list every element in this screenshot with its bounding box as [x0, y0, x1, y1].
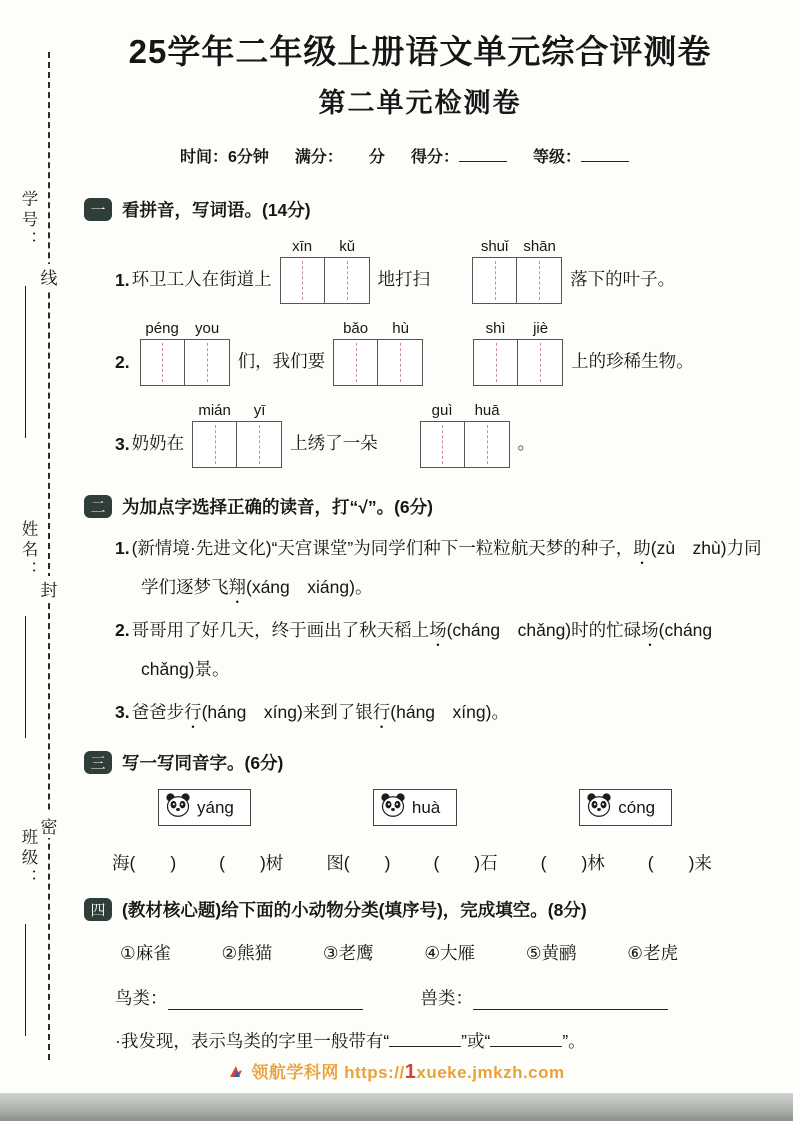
section-1-header	[84, 197, 770, 222]
dotted-char: 场	[429, 620, 447, 640]
section-badge: 四	[84, 898, 112, 921]
question-text: 环卫工人在街道上	[131, 269, 272, 289]
class-blank[interactable]	[25, 924, 26, 1036]
answer-box-group	[473, 320, 563, 386]
question-text: (新情境·先进文化)“天宫课堂”为同学们种下一粒粒航天梦的种子，	[131, 538, 634, 558]
discovery-blank-2[interactable]	[490, 1029, 562, 1047]
dotted-char: 助	[633, 538, 651, 558]
writing-cell[interactable]	[185, 339, 230, 386]
classification-blanks	[115, 985, 770, 1010]
pinyin-label: yáng	[197, 797, 234, 817]
dotted-char: 翔	[228, 577, 246, 597]
item-number: 2.	[115, 352, 130, 372]
question-text: 地打扫	[377, 269, 431, 289]
exam-info-row	[70, 144, 770, 167]
page-title: 25学年二年级上册语文单元综合评测卷	[128, 33, 712, 70]
seal-char-mi: 密	[38, 813, 60, 838]
animal-option: ①麻雀	[120, 943, 171, 963]
pinyin-label: shuǐ shān	[480, 238, 556, 255]
section-badge: 三	[84, 751, 112, 774]
answer-slot[interactable]: ( )林	[540, 853, 605, 873]
site-watermark	[0, 1058, 793, 1085]
answer-slot[interactable]: 图( )	[326, 853, 391, 873]
question-text[interactable]: (cháng chǎng)景。	[141, 620, 730, 679]
question-text: 们，我们要	[237, 351, 326, 371]
beasts-blank[interactable]	[473, 992, 668, 1010]
pinyin-label: huà	[411, 797, 441, 817]
section-3-header	[84, 750, 770, 775]
writing-cell[interactable]	[378, 339, 423, 386]
page-subtitle: 第二单元检测卷	[318, 88, 522, 118]
site-url-rest: xueke.jmkzh.com	[416, 1063, 565, 1082]
animal-option: ⑥老虎	[627, 943, 678, 963]
pinyin-label: cóng	[618, 797, 656, 817]
question-text: 奶奶在	[131, 433, 185, 453]
seal-char-feng: 封	[38, 576, 60, 601]
paper-body	[70, 0, 770, 1053]
animal-options-row	[120, 940, 678, 965]
section-title: 看拼音，写词语。(14分)	[122, 200, 311, 220]
panda-icon	[380, 793, 406, 822]
section-title: 为加点字选择正确的读音，打“√”。(6分)	[122, 497, 433, 517]
dotted-char: 行	[184, 702, 202, 722]
score-blank[interactable]	[459, 145, 507, 162]
question-text: 爸爸步	[131, 702, 185, 722]
item-number: 2.	[115, 620, 130, 640]
answer-slot[interactable]: ( )来	[647, 853, 712, 873]
question	[115, 529, 770, 607]
writing-cell[interactable]	[192, 421, 237, 468]
question-row-3	[115, 402, 770, 468]
answer-box-group	[420, 402, 510, 468]
student-id-blank[interactable]	[25, 286, 26, 438]
item-number: 3.	[115, 434, 130, 454]
pinyin-label: shì jiè	[485, 320, 549, 337]
pinyin-label: bǎo hù	[343, 320, 409, 337]
discovery-text: ”。	[562, 1031, 586, 1051]
question	[115, 611, 770, 689]
grade-field: 等级：	[533, 144, 629, 167]
grade-blank[interactable]	[581, 145, 629, 162]
pinyin-label: péng you	[145, 320, 220, 337]
seal-dashed-line	[48, 52, 50, 1060]
item-number: 1.	[115, 538, 130, 558]
answer-box-group	[192, 402, 282, 468]
item-number: 1.	[115, 270, 130, 290]
animal-option: ④大雁	[424, 943, 476, 963]
writing-cell[interactable]	[325, 257, 370, 304]
question-text: 。	[517, 433, 536, 453]
animal-option: ②熊猫	[221, 943, 273, 963]
answer-slot[interactable]: 海( )	[112, 853, 177, 873]
site-url-prefix: https://	[344, 1063, 405, 1082]
question-text[interactable]: (háng xíng)来到了银	[201, 702, 373, 722]
page-edge-shadow	[0, 1093, 793, 1121]
class-label: 班级：	[19, 828, 37, 890]
question-row-2	[115, 320, 770, 386]
question	[115, 693, 770, 732]
discovery-text: ”或“	[461, 1031, 491, 1051]
full-score: 满分： 分	[294, 149, 385, 166]
birds-label: 鸟类：	[115, 988, 168, 1008]
item-number: 3.	[115, 702, 130, 722]
pinyin-label: xīn kǔ	[292, 238, 356, 255]
pinyin-label: mián yī	[198, 402, 266, 419]
animal-option: ③老鹰	[322, 943, 374, 963]
seal-char-xian: 线	[38, 264, 60, 289]
animal-option: ⑤黄鹂	[525, 943, 577, 963]
answer-box-group	[280, 238, 370, 304]
question-row-1	[115, 238, 770, 304]
writing-cell[interactable]	[517, 257, 562, 304]
discovery-blank-1[interactable]	[389, 1029, 461, 1047]
answer-slot[interactable]: ( )石	[433, 853, 498, 873]
site-name: 领航学科网	[251, 1063, 345, 1082]
student-name-blank[interactable]	[25, 616, 26, 738]
student-id-label: 学号：	[19, 190, 37, 252]
question-text: 上绣了一朵	[290, 433, 378, 453]
question-text: 落下的叶子。	[570, 269, 676, 289]
question-text: 哥哥用了好几天，终于画出了秋天稻上	[131, 620, 430, 640]
score-field: 得分：	[411, 144, 507, 167]
writing-cell[interactable]	[333, 339, 378, 386]
beasts-label: 兽类：	[420, 988, 473, 1008]
homophone-prompts	[158, 789, 770, 826]
section-title: 写一写同音字。(6分)	[122, 753, 284, 773]
question-text[interactable]: (xáng xiáng)。	[246, 577, 373, 597]
question-text[interactable]: (cháng chǎng)时的忙碌	[446, 620, 642, 640]
answer-box-group	[333, 320, 423, 386]
pinyin-label: guì huā	[431, 402, 500, 419]
writing-cell[interactable]	[465, 421, 510, 468]
writing-cell[interactable]	[420, 421, 465, 468]
question-text[interactable]: (háng xíng)。	[390, 702, 509, 722]
homophone-pinyin-box	[158, 789, 251, 826]
writing-cell[interactable]	[237, 421, 282, 468]
homophone-pinyin-box	[579, 789, 672, 826]
site-logo-icon	[228, 1064, 244, 1085]
discovery-text: ·我发现，表示鸟类的字里一般带有“	[115, 1031, 390, 1051]
time-label: 时间：6分钟	[180, 149, 269, 166]
homophone-answer-row	[112, 850, 712, 875]
panda-icon	[586, 793, 612, 822]
writing-cell[interactable]	[140, 339, 185, 386]
dotted-char: 行	[372, 702, 391, 722]
site-url-one: 1	[404, 1061, 417, 1083]
writing-cell[interactable]	[472, 257, 517, 304]
dotted-char: 场	[641, 620, 659, 640]
question-text[interactable]: (zù zhù)力同学们逐梦飞	[141, 538, 762, 597]
section-2-header	[84, 494, 770, 519]
section-title: (教材核心题)给下面的小动物分类(填序号)，完成填空。(8分)	[122, 900, 587, 920]
question-text: 上的珍稀生物。	[571, 351, 694, 371]
section-4-header	[84, 897, 770, 922]
student-name-label: 姓名：	[19, 520, 37, 582]
discovery-line	[115, 1028, 770, 1053]
homophone-pinyin-box	[373, 789, 457, 826]
birds-blank[interactable]	[168, 992, 363, 1010]
section-badge: 一	[84, 198, 112, 221]
writing-cell[interactable]	[473, 339, 518, 386]
answer-box-group	[472, 238, 562, 304]
panda-icon	[165, 793, 191, 822]
answer-slot[interactable]: ( )树	[219, 853, 284, 873]
section-badge: 二	[84, 495, 112, 518]
answer-box-group	[140, 320, 230, 386]
writing-cell[interactable]	[280, 257, 325, 304]
writing-cell[interactable]	[518, 339, 563, 386]
